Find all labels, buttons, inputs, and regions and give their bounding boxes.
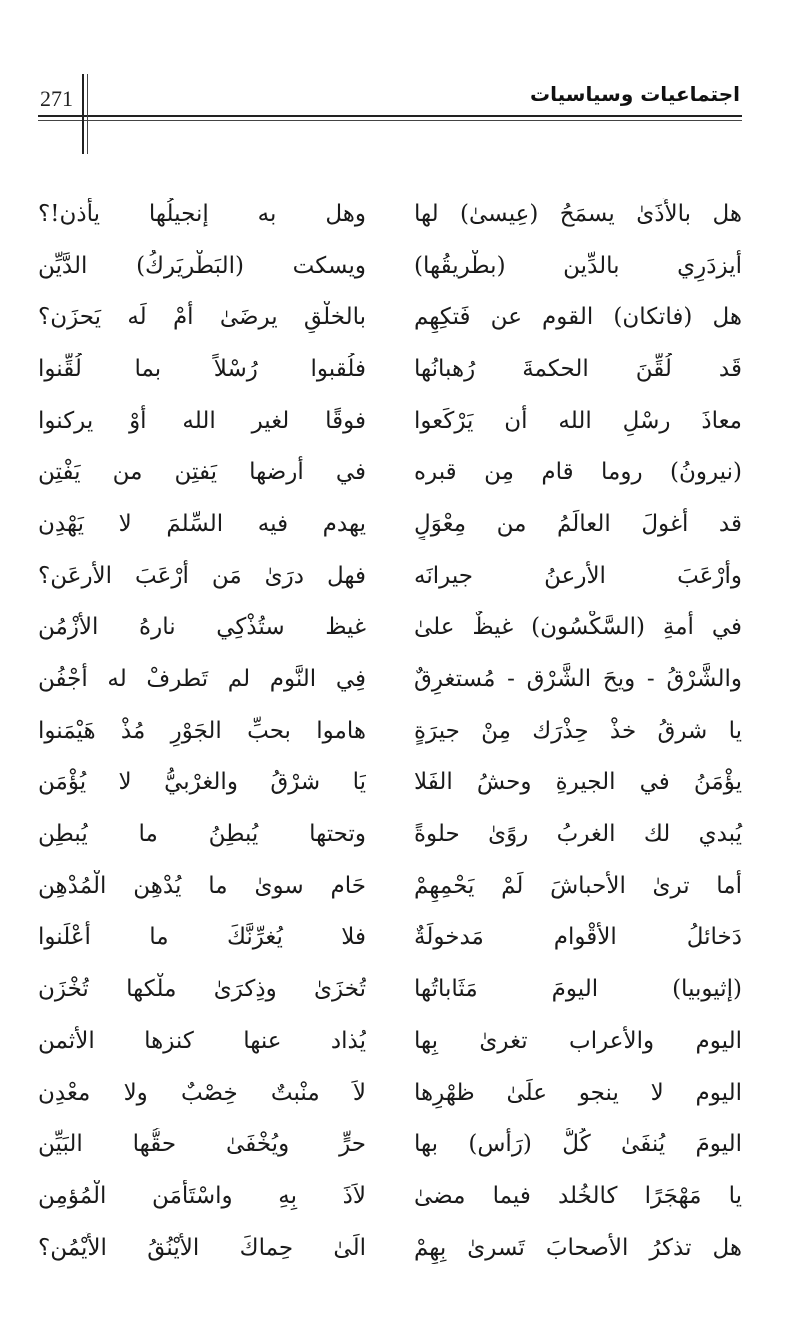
verse-first-hemistich: أما ترىٰ الأحباشَ لَمْ يَحْمِهِمْ [414,872,742,899]
verse-first-hemistich: اليوم والأعراب تغرىٰ بِها [414,1027,742,1054]
verse-first-hemistich: هل تذكرُ الأصحابَ تَسرىٰ بِهِمْ [414,1234,742,1261]
verse-line [30,1015,750,1067]
verse-second-hemistich: الَىٰ حِماكَ الأَيْنُقُ الأَيْمُن؟ [38,1234,366,1261]
verse-second-hemistich: وتحتها يُبطِنُ ما يُبطِن [38,821,366,848]
verse-first-hemistich: هل (فاتكان) القوم عن فَتكِهِم [414,304,742,331]
running-title: اجتماعيات وسياسيات [530,82,740,106]
verse-line [30,705,750,757]
verse-first-hemistich: معاذَ رسْلِ الله أن يَرْكَعوا [414,407,742,434]
verse-first-hemistich: (نيرونُ) روما قام مِن قبره [414,459,742,486]
header-vertical-rule-thick [82,74,84,154]
poem [30,188,750,1273]
verse-second-hemistich: لاَ منْبتٌ خِصْبٌ ولا معْدِن [38,1079,366,1106]
verse-first-hemistich: يؤْمَنُ في الجيرةِ وحشُ الفَلا [414,769,742,796]
verse-first-hemistich: وأرْعَبَ الأرعنُ جيرانَه [414,562,742,589]
verse-first-hemistich: اليومَ يُنفَىٰ كُلُّ (رَأس) بها [414,1131,742,1158]
verse-line [30,653,750,705]
verse-line [30,602,750,654]
verse-line [30,757,750,809]
verse-line [30,188,750,240]
verse-second-hemistich: فلا يُغرِّنَّكَ ما أعْلَنوا [38,924,366,951]
verse-second-hemistich: غيظ ستُذْكِي نارهُ الأزْمُن [38,614,366,641]
verse-second-hemistich: تُخزَىٰ وذِكرَىٰ ملْكها تُخْزَن [38,976,366,1003]
verse-second-hemistich: بالخلْقِ يرضَىٰ أمْ لَه يَحزَن؟ [38,304,366,331]
verse-line [30,240,750,292]
verse-first-hemistich: قَد لُقِّنَ الحكمةَ رُهبانُها [414,355,742,382]
verse-line [30,395,750,447]
verse-line [30,1170,750,1222]
verse-second-hemistich: ويسكت (البَطْريَركُ) الدَّيِّن [38,252,366,279]
verse-second-hemistich: يَا شرْقُ والغرْبيُّ لا يُؤْمَن [38,769,366,796]
verse-line [30,963,750,1015]
verse-first-hemistich: في أمةِ (السَّكْسُون) غيظٌ علىٰ [414,614,742,641]
page-number: 271 [40,86,73,111]
verse-first-hemistich: دَخائلُ الأقْوام مَدخولَةٌ [414,924,742,951]
verse-line [30,291,750,343]
verse-first-hemistich: يا مَهْجَرًا كالخُلد فيما مضىٰ [414,1182,742,1209]
verse-second-hemistich: فلُقبوا رُسْلاً بما لُقِّنوا [38,355,366,382]
header-rule-thick [38,115,742,117]
verse-line [30,1118,750,1170]
verse-second-hemistich: وهل به إنجيلُها يأذن!؟ [38,200,366,227]
verse-line [30,550,750,602]
verse-second-hemistich: لاَذَ بِهِ واسْتَأمَن الْمُؤمِن [38,1182,366,1209]
verse-line [30,860,750,912]
verse-first-hemistich: يُبدي لك الغربُ روًىٰ حلوةً [414,821,742,848]
verse-second-hemistich: يُذاد عنها كنزها الأثمن [38,1027,366,1054]
verse-line [30,1067,750,1119]
verse-line [30,498,750,550]
verse-line [30,1222,750,1274]
verse-second-hemistich: حَام سوىٰ ما يُدْهِن الْمُدْهِن [38,872,366,899]
header-rule-thin [38,120,742,121]
verse-line [30,912,750,964]
verse-second-hemistich: هاموا بحبِّ الجَوْرِ مُذْ هَيْمَنوا [38,717,366,744]
header-vertical-rule-thin [87,74,88,154]
verse-first-hemistich: هل بالأَذَىٰ يسمَحُ (عِيسىٰ) لها [414,200,742,227]
verse-first-hemistich: والشَّرْقُ - ويحَ الشَّرْق - مُستغرِقٌ [414,666,742,693]
verse-first-hemistich: قد أغولَ العالَمُ من مِعْوَلٍ [414,510,742,537]
verse-line [30,808,750,860]
verse-line [30,343,750,395]
verse-first-hemistich: اليوم لا ينجو علَىٰ ظهْرِها [414,1079,742,1106]
verse-second-hemistich: فِي النَّوم لم تَطرفْ له أجْفُن [38,666,366,693]
verse-first-hemistich: (إثيوبيا) اليومَ مَثَاباتُها [414,976,742,1003]
verse-second-hemistich: فوقًا لغير الله أوْ يركنوا [38,407,366,434]
verse-first-hemistich: أيزدَرِي بالدِّين (بطْريقُها) [414,252,742,279]
verse-first-hemistich: يا شرقُ خذْ حِذْرَك مِنْ جيرَةٍ [414,717,742,744]
verse-line [30,446,750,498]
verse-second-hemistich: في أرضها يَفتِن من يَفْتِن [38,459,366,486]
verse-second-hemistich: يهدم فيه السِّلمَ لا يَهْدِن [38,510,366,537]
verse-second-hemistich: حرٍّ ويُخْفَىٰ حقُّها البَيِّن [38,1131,366,1158]
verse-second-hemistich: فهل درَىٰ مَن أرْعَبَ الأرعَن؟ [38,562,366,589]
